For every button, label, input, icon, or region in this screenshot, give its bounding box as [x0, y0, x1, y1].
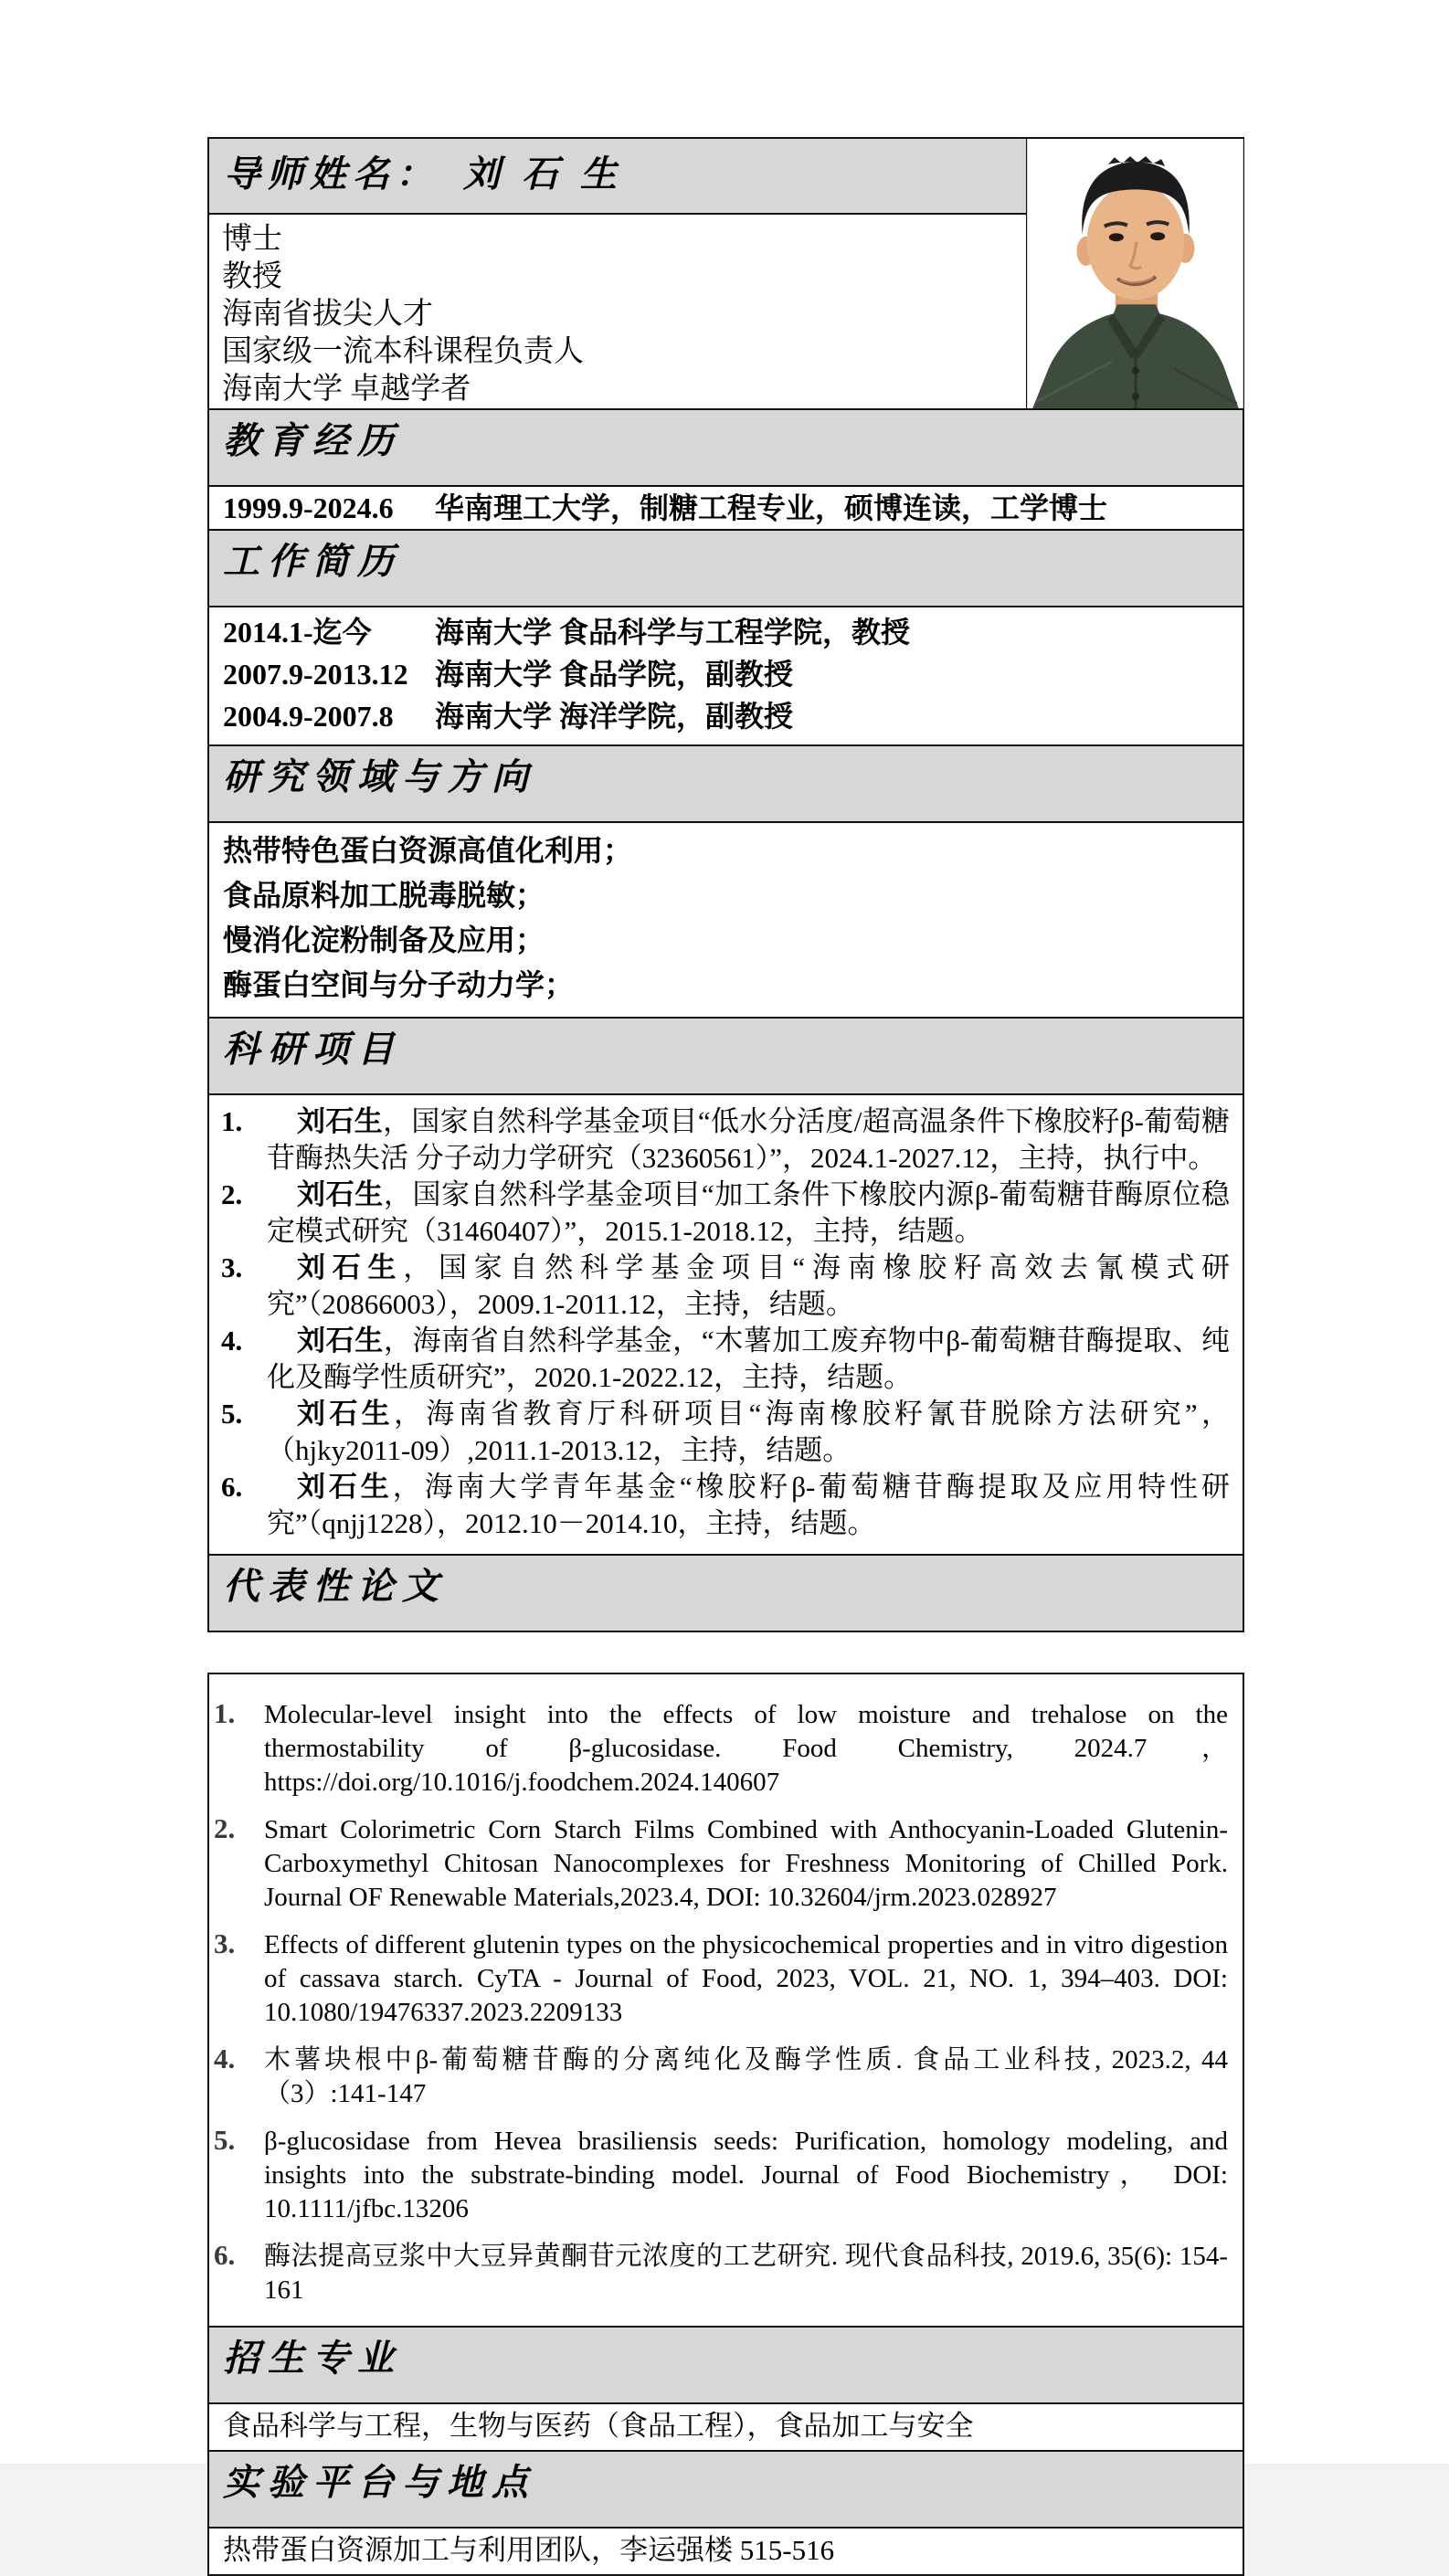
project-item — [209, 1323, 1230, 1396]
research-area-item: 热带特色蛋白资源高值化利用； — [223, 834, 633, 867]
section-header-platform: 实验平台与地点 — [209, 2450, 1243, 2528]
work-detail: 海南大学 食品学院，副教授 — [435, 658, 794, 691]
work-row — [223, 653, 1243, 695]
project-number: 5. — [221, 1398, 243, 1430]
paper-number: 2. — [214, 1812, 236, 1844]
work-detail: 海南大学 食品科学与工程学院，教授 — [435, 616, 911, 649]
research-area-item: 酶蛋白空间与分子动力学； — [223, 968, 575, 1001]
project-number: 2. — [221, 1178, 243, 1210]
paper-number: 5. — [214, 2124, 236, 2156]
paper-number: 1. — [214, 1697, 236, 1729]
paper-number: 4. — [214, 2043, 236, 2075]
project-item — [209, 1469, 1230, 1542]
research-area-item: 食品原料加工脱毒脱敏； — [223, 879, 545, 912]
paper-text: β-glucosidase from Hevea brasiliensis seeds: Purification, homology modeling, and insights into the substrate-binding model. Journal of Food Biochemistry， DOI: 10.1111/jfbc.13206 — [264, 2127, 1228, 2223]
advisor-photo-cell — [1026, 139, 1243, 408]
work-row — [223, 611, 1243, 653]
project-text: ，海南大学青年基金“橡胶籽β-葡萄糖苷酶提取及应用特性研究”（qnjj1228），2012.10－2014.10，主持，结题。 — [267, 1471, 1231, 1539]
projects-cell — [209, 1095, 1243, 1554]
paper-item — [209, 2043, 1228, 2111]
title-item: 教授 — [222, 260, 282, 293]
advisor-name-header — [209, 139, 1026, 215]
project-number: 6. — [221, 1471, 243, 1503]
papers-cell — [209, 1674, 1243, 2326]
project-number: 1. — [221, 1105, 243, 1137]
paper-item — [209, 2125, 1228, 2226]
work-period: 2004.9-2007.8 — [223, 700, 394, 733]
paper-number: 3. — [214, 1927, 236, 1959]
section-header-majors: 招生专业 — [209, 2326, 1243, 2404]
title-item: 海南大学 卓越学者 — [222, 373, 471, 406]
paper-item — [209, 2240, 1228, 2307]
paper-number: 6. — [214, 2239, 236, 2271]
section-header-papers: 代表性论文 — [209, 1554, 1243, 1631]
cv-document — [207, 137, 1244, 2576]
work-period: 2007.9-2013.12 — [223, 658, 408, 691]
education-detail: 华南理工大学，制糖工程专业，硕博连读，工学博士 — [435, 491, 1108, 524]
project-author: 刘石生 — [297, 1398, 394, 1430]
work-row — [223, 695, 1243, 737]
advisor-titles-cell — [209, 215, 1026, 408]
title-item: 博士 — [222, 223, 282, 256]
work-history-cell — [209, 607, 1243, 744]
platform-row: 热带蛋白资源加工与利用团队，李运强楼 515-516 — [223, 2534, 835, 2566]
paper-text: 酶法提高豆浆中大豆异黄酮苷元浓度的工艺研究. 现代食品科技, 2019.6, 35(6): 154-161 — [264, 2242, 1228, 2305]
project-text: ，海南省教育厅科研项目“海南橡胶籽氰苷脱除方法研究”，（hjky2011-09）,2011.1-2013.12，主持，结题。 — [267, 1398, 1230, 1466]
main-table — [207, 137, 1244, 1632]
paper-item — [209, 1928, 1228, 2030]
project-author: 刘石生 — [297, 1105, 384, 1137]
project-author: 刘石生 — [297, 1471, 393, 1503]
work-period: 2014.1-迄今 — [223, 616, 372, 649]
project-item — [209, 1177, 1230, 1250]
section-header-research-areas: 研究领域与方向 — [209, 744, 1243, 823]
project-text: ，国家自然科学基金项目“海南橡胶籽高效去氰模式研究”（20866003），2009.1-2011.12，主持，结题。 — [267, 1251, 1231, 1320]
research-areas-cell — [209, 823, 1243, 1017]
research-area-item: 慢消化淀粉制备及应用； — [223, 924, 545, 956]
portrait-photo — [1028, 139, 1243, 408]
project-number: 4. — [221, 1325, 243, 1357]
project-item — [209, 1250, 1230, 1323]
paper-item — [209, 1813, 1228, 1915]
papers-table — [207, 1673, 1244, 2576]
paper-text: Smart Colorimetric Corn Starch Films Combined with Anthocyanin-Loaded Glutenin-Carboxymethyl Chitosan Nanocomplexes for Freshness Monitoring of Chilled Pork. Journal OF Renewable Materials,2023.4, DOI: 10.32604/jrm.2023.028927 — [264, 1815, 1228, 1912]
project-item — [209, 1103, 1230, 1177]
title-item: 海南省拔尖人才 — [222, 298, 433, 331]
project-item — [209, 1396, 1230, 1469]
project-text: ，国家自然科学基金项目“加工条件下橡胶内源β-葡萄糖苷酶原位稳定模式研究（31460407）”，2015.1-2018.12，主持，结题。 — [267, 1178, 1230, 1247]
paper-text: Molecular-level insight into the effects of low moisture and trehalose on the thermostability of β-glucosidase. Food Chemistry, 2024.7， https://doi.org/10.1016/j.foodchem.2024.140607 — [264, 1700, 1228, 1797]
paper-text: Effects of different glutenin types on the physicochemical properties and in vitro digestion of cassava starch. CyTA - Journal of Food, 2023, VOL. 21, NO. 1, 394–403. DOI: 10.1080/19476337.2023.2209133 — [264, 1930, 1228, 2027]
project-author: 刘石生 — [297, 1251, 404, 1283]
work-detail: 海南大学 海洋学院，副教授 — [435, 700, 794, 733]
profile-section — [209, 139, 1243, 408]
education-row — [209, 487, 1243, 529]
title-item: 国家级一流本科课程负责人 — [222, 335, 584, 368]
paper-item — [209, 1698, 1228, 1800]
education-period: 1999.9-2024.6 — [223, 491, 394, 524]
project-text: ，海南省自然科学基金，“木薯加工废弃物中β-葡萄糖苷酶提取、纯化及酶学性质研究”，2020.1-2022.12，主持，结题。 — [267, 1325, 1230, 1393]
majors-row: 食品科学与工程，生物与医药（食品工程），食品加工与安全 — [223, 2410, 974, 2442]
project-number: 3. — [221, 1251, 243, 1283]
section-header-education: 教育经历 — [209, 408, 1243, 487]
section-header-work: 工作简历 — [209, 529, 1243, 607]
advisor-name-text: 导师姓名： 刘 石 生 — [224, 153, 623, 195]
section-header-projects: 科研项目 — [209, 1017, 1243, 1095]
project-text: ，国家自然科学基金项目“低水分活度/超高温条件下橡胶籽β-葡萄糖苷酶热失活 分子动力学研究（32360561）”，2024.1-2027.12，主持，执行中。 — [267, 1105, 1231, 1174]
project-author: 刘石生 — [297, 1178, 384, 1210]
paper-text: 木薯块根中β-葡萄糖苷酶的分离纯化及酶学性质. 食品工业科技, 2023.2, 44（3）:141-147 — [264, 2045, 1228, 2108]
project-author: 刘石生 — [297, 1325, 384, 1357]
